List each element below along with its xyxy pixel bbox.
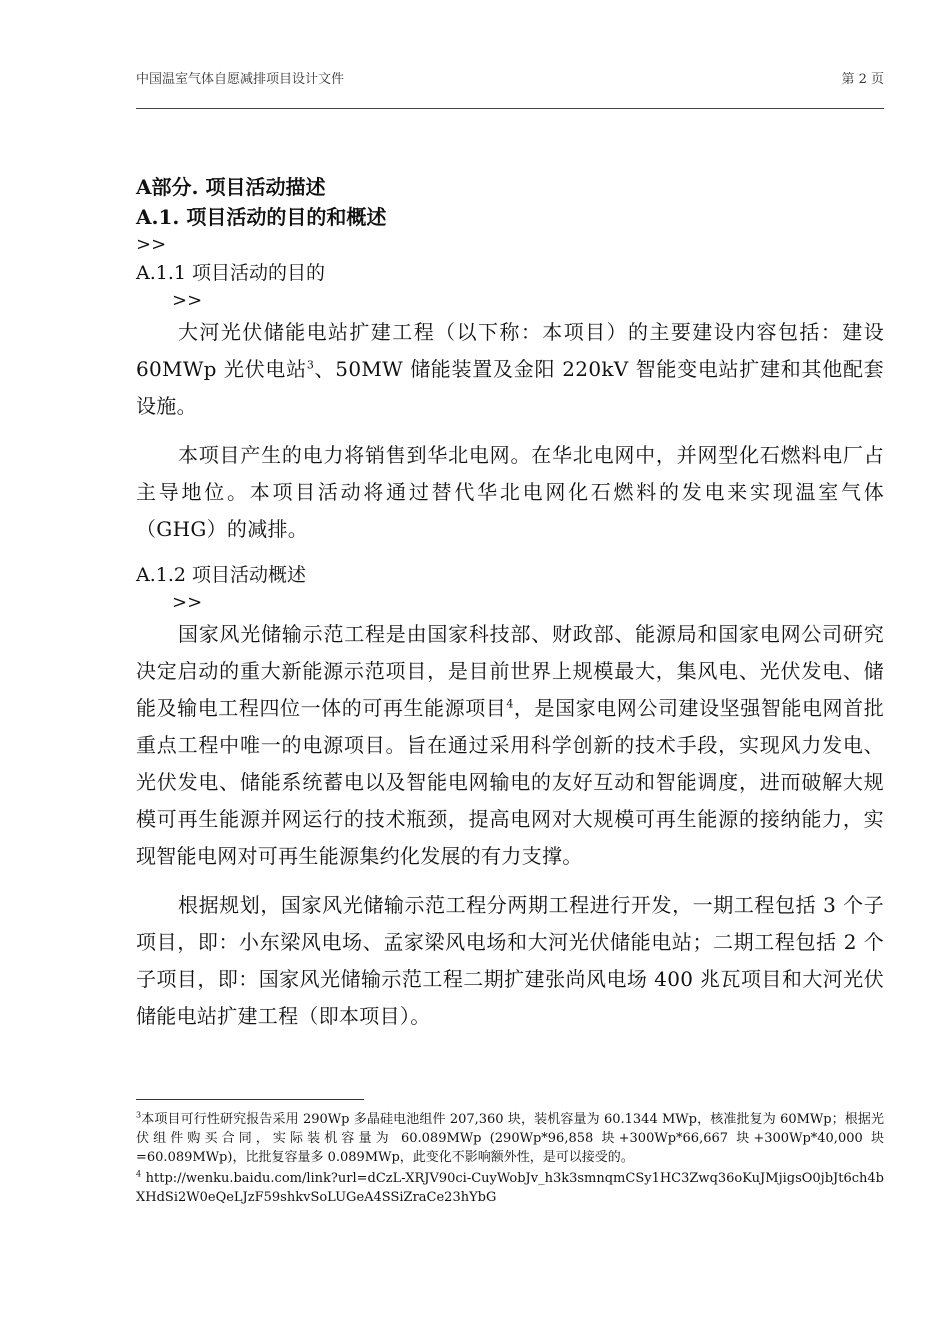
footnote-4 (136, 1169, 884, 1207)
a12-marker: >> (172, 592, 203, 613)
footnote-3 (136, 1110, 884, 1167)
a12-p1-text: 国家风光储输示范工程是由国家科技部、财政部、能源局和国家电网公司研究决定启动的重大新能源示范项目，是目前世界上规模最大，集风电、光伏发电、储能及输电工程四位一体的可再生能源项目 (136, 622, 884, 720)
footnote-4-number: 4 (136, 1169, 142, 1179)
section-a12-heading: A.1.2 项目活动概述 (136, 564, 307, 586)
section-a11-heading: A.1.1 项目活动的目的 (136, 262, 326, 284)
footnote-3-text: 本项目可行性研究报告采用 290Wp 多晶硅电池组件 207,360 块，装机容量为 60.1344 MWp，核准批复为 60MWp；根据光伏组件购买合同，实际装机容量为 60.089MWp (290Wp*96,858 块+300Wp*66,667 块+300Wp*40,000 块=60.089MWp)，比批复容量多 0.089MWp，此变化不影响额外性，是可以接受的。 (136, 1112, 884, 1165)
document-title: 中国温室气体自愿减排项目设计文件 (136, 72, 345, 87)
part-a-heading: A部分. 项目活动描述 (136, 175, 326, 199)
a12-paragraph-1 (136, 616, 884, 875)
a11-marker: >> (172, 290, 203, 311)
footnote-divider (136, 1099, 364, 1100)
footnote-3-number: 3 (136, 1110, 142, 1120)
footnote-ref-3[interactable]: 3 (306, 358, 315, 372)
a11-p1-text-cont: 、50MW 储能装置及金阳 220kV 智能变电站扩建和其他配套设施。 (136, 357, 884, 418)
footnote-4-link[interactable]: http://wenku.baidu.com/link?url=dCzL-XRJV90ci-CuyWobJv_h3k3smnqmCSy1HC3Zwq36oKuJMjigsO0jbJt6ch4bXHdSi2W0eQeLJzF59shkvSoLUGeA4SSiZraCe23hYbG (136, 1171, 884, 1205)
a11-paragraph-2: 本项目产生的电力将销售到华北电网。在华北电网中，并网型化石燃料电厂占主导地位。本项目活动将通过替代华北电网化石燃料的发电来实现温室气体（GHG）的减排。 (136, 443, 884, 541)
a11-paragraph-1 (136, 314, 884, 425)
a1-marker: >> (136, 234, 167, 255)
page-number: 第 2 页 (841, 72, 884, 87)
footnotes (136, 1110, 884, 1209)
page-body (136, 172, 884, 1035)
footnote-ref-4[interactable]: 4 (506, 697, 514, 711)
page-header (136, 68, 884, 88)
a12-p1-text-cont: ，是国家电网公司建设坚强智能电网首批重点工程中唯一的电源项目。旨在通过采用科学创新的技术手段，实现风力发电、光伏发电、储能系统蓄电以及智能电网输电的友好互动和智能调度，进而破解大规模可再生能源并网运行的技术瓶颈，提高电网对大规模可再生能源的接纳能力，实现智能电网对可再生能源集约化发展的有力支撑。 (136, 696, 884, 868)
a11-p1-text: 大河光伏储能电站扩建工程（以下称：本项目）的主要建设内容包括：建设 60MWp 光伏电站 (136, 320, 884, 381)
header-divider (136, 108, 884, 109)
section-a1-heading: A.1. 项目活动的目的和概述 (136, 205, 387, 229)
a12-paragraph-2: 根据规划，国家风光储输示范工程分两期工程进行开发，一期工程包括 3 个子项目，即：小东梁风电场、孟家梁风电场和大河光伏储能电站；二期工程包括 2 个子项目，即：国家风光储输示范工程二期扩建张尚风电场 400 兆瓦项目和大河光伏储能电站扩建工程（即本项目）。 (136, 893, 884, 1028)
